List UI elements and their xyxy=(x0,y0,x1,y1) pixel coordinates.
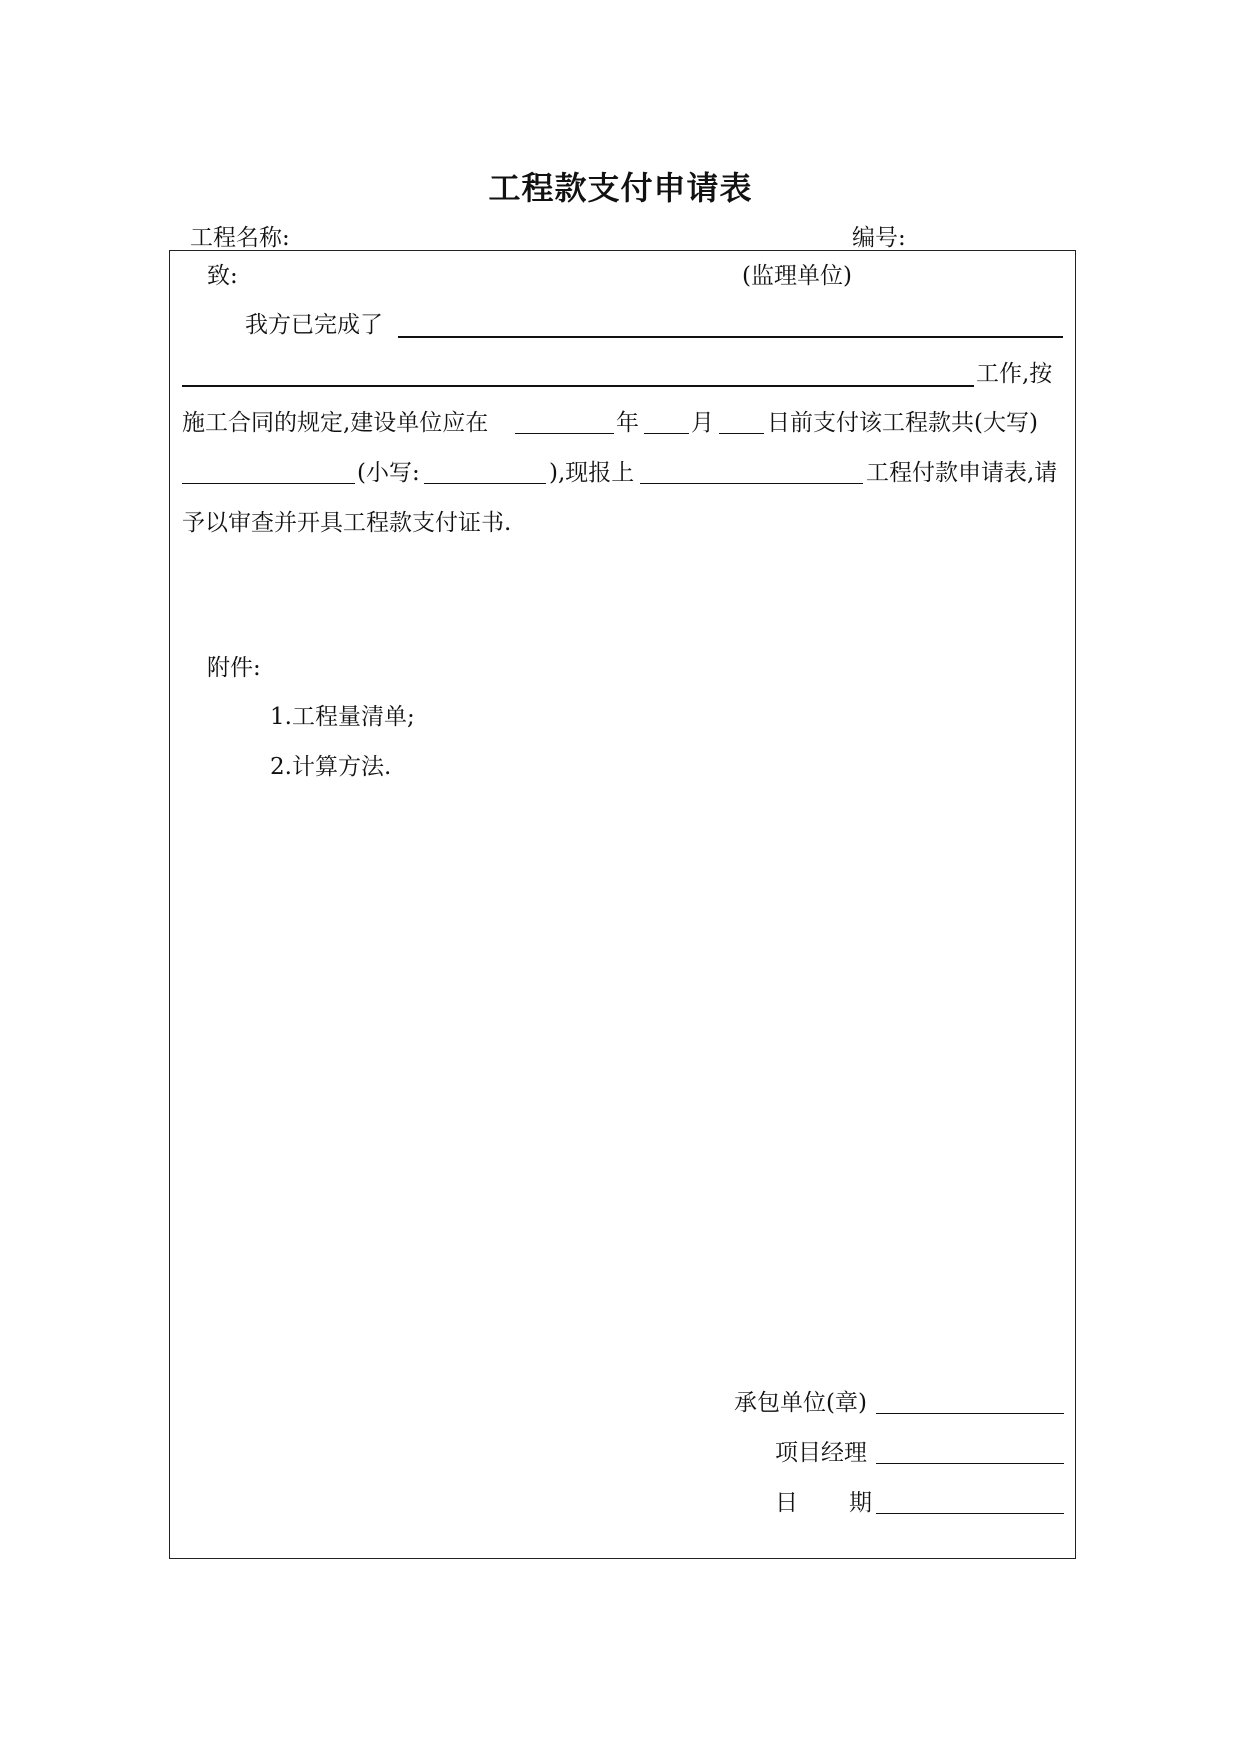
month-blank[interactable] xyxy=(644,433,689,434)
to-label: 致: xyxy=(207,263,238,289)
date-label-1: 日 xyxy=(775,1490,798,1516)
attachment-item: 2.计算方法. xyxy=(270,754,392,780)
completed-work-lead: 我方已完成了 xyxy=(245,312,383,338)
project-manager-blank[interactable] xyxy=(876,1463,1064,1464)
page-title: 工程款支付申请表 xyxy=(488,169,753,207)
application-blank[interactable] xyxy=(640,483,863,484)
form-box xyxy=(169,250,1076,1559)
date-label-2: 期 xyxy=(849,1490,872,1516)
work-description-blank[interactable] xyxy=(182,385,974,387)
attachment-item: 1.工程量清单; xyxy=(270,704,415,730)
contract-clause-text: 施工合同的规定,建设单位应在 xyxy=(182,410,489,436)
supervisor-unit-label: (监理单位) xyxy=(742,263,852,289)
project-name-label: 工程名称: xyxy=(190,225,290,251)
report-text: ),现报上 xyxy=(549,460,635,486)
date-blank[interactable] xyxy=(876,1513,1064,1514)
attachment-label: 附件: xyxy=(207,655,261,681)
amount-lower-blank[interactable] xyxy=(424,483,546,484)
amount-lower-open: (小写: xyxy=(357,460,420,486)
request-review-text: 予以审查并开具工程款支付证书. xyxy=(182,510,512,536)
day-blank[interactable] xyxy=(719,433,764,434)
completed-work-blank[interactable] xyxy=(398,336,1063,338)
month-label: 月 xyxy=(691,410,714,436)
year-blank[interactable] xyxy=(515,433,614,434)
project-manager-label: 项目经理 xyxy=(775,1440,867,1466)
year-label: 年 xyxy=(616,410,639,436)
work-tail-text: 工作,按 xyxy=(976,361,1053,387)
payment-amount-upper-text: 日前支付该工程款共(大写) xyxy=(767,410,1038,436)
contractor-label: 承包单位(章) xyxy=(734,1390,867,1416)
number-label: 编号: xyxy=(852,225,906,251)
contractor-blank[interactable] xyxy=(876,1413,1064,1414)
application-tail-text: 工程付款申请表,请 xyxy=(866,460,1058,486)
amount-upper-blank[interactable] xyxy=(182,483,355,484)
